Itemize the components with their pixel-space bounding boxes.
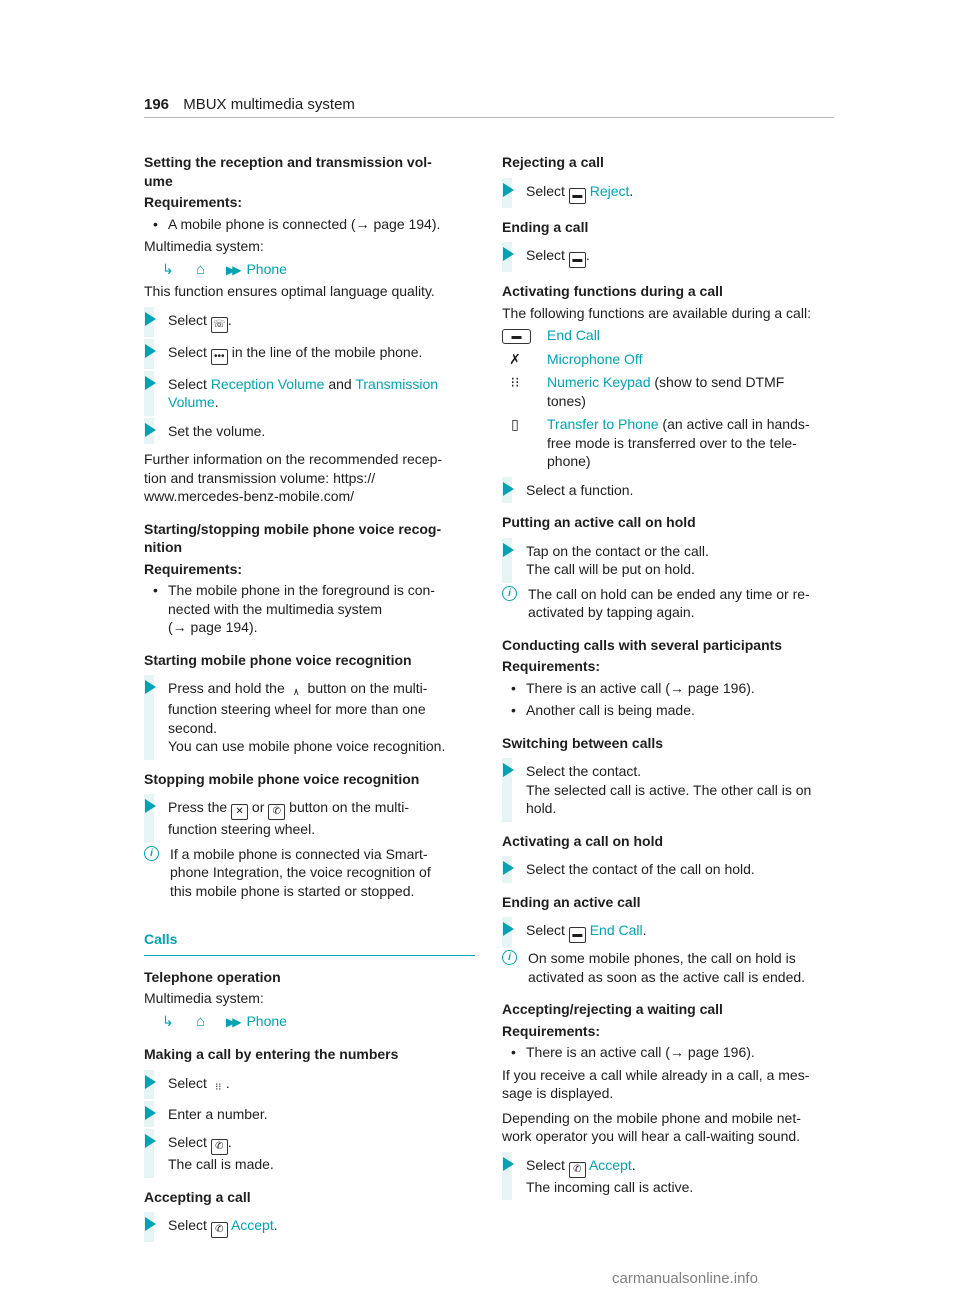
step-text: Press the — [168, 799, 228, 815]
step-text: . — [585, 247, 590, 263]
step-arrow-icon — [145, 1106, 156, 1120]
function-note: (show to send DTMF tones) — [547, 374, 785, 409]
menu-path-item[interactable]: Phone — [246, 1012, 287, 1029]
header-divider — [144, 117, 834, 118]
requirements-label: Requirements: — [144, 194, 243, 210]
step-result: The selected call is active. The other call is on hold. — [526, 781, 812, 816]
step-text: Select the contact of the call on hold. — [526, 861, 755, 877]
double-chevron-icon: ▶▶ — [226, 1014, 239, 1029]
end-call-function[interactable]: End Call — [547, 327, 600, 343]
function-item — [502, 350, 833, 369]
section-title: Accepting/rejecting a waiting call — [502, 1001, 723, 1017]
instruction-step — [144, 343, 475, 365]
system-label: Multimedia system: — [144, 990, 264, 1006]
header — [144, 96, 834, 115]
function-note: (an active call in hands- free mode is transferred over to the tele- phone) — [547, 416, 810, 469]
home-icon: ⌂ — [196, 1012, 206, 1030]
step-text: . — [227, 311, 232, 328]
info-note — [144, 845, 475, 901]
step-text: . — [629, 182, 634, 199]
instruction-step — [502, 1156, 833, 1197]
path-arrow-icon: ↳ — [162, 260, 174, 277]
requirements-label: Requirements: — [502, 1022, 601, 1039]
step-text: Set the volume. — [168, 422, 266, 439]
right-column — [502, 153, 833, 1202]
step-text: . — [225, 1074, 230, 1091]
step-arrow-icon — [145, 312, 156, 326]
header-title: MBUX multimedia system — [183, 96, 355, 113]
step-arrow-icon — [145, 1075, 156, 1089]
instruction-step — [144, 1074, 475, 1095]
info-text: If a mobile phone is connected via Smart- phone Integration, the voice recognition of this mobile phone is started or stopped. — [170, 845, 431, 899]
mute-icon: ✕ — [231, 804, 248, 820]
function-item — [502, 415, 833, 471]
step-text: Select — [526, 247, 565, 263]
info-text: The call on hold can be ended any time or re- activated by tapping again. — [528, 585, 810, 620]
phone-settings-icon[interactable]: ☏ — [211, 317, 228, 333]
step-text: Select — [168, 1134, 207, 1150]
numeric-keypad-function[interactable]: Numeric Keypad — [547, 374, 651, 390]
info-icon: i — [502, 950, 517, 965]
instruction-step — [502, 860, 833, 879]
step-arrow-icon — [503, 543, 514, 557]
section-title: Rejecting a call — [502, 154, 604, 170]
page-number: 196 — [144, 96, 170, 113]
transfer-icon: ▯ — [511, 416, 519, 432]
requirements-label: Requirements: — [502, 658, 601, 674]
step-text: Select — [168, 375, 207, 392]
instruction-step — [502, 182, 833, 204]
instruction-step — [502, 921, 833, 943]
step-text: button on the multi- function steering wheel. — [168, 799, 410, 837]
instruction-step — [144, 311, 475, 333]
system-label: Multimedia system: — [144, 238, 264, 254]
paragraph: If you receive a call while already in a call, a mes- sage is displayed. — [502, 1066, 810, 1101]
menu-path — [144, 260, 475, 280]
requirement-item: • There is an active call (→ page 196). — [502, 1043, 833, 1062]
step-arrow-icon — [503, 922, 514, 936]
transmission-volume-link[interactable]: Transmission Volume — [168, 375, 439, 410]
instruction-step — [144, 422, 475, 441]
left-column — [144, 153, 475, 1244]
info-icon: i — [502, 586, 517, 601]
section-title: Starting mobile phone voice recognition — [144, 651, 412, 668]
more-icon[interactable]: ••• — [211, 349, 228, 365]
step-arrow-icon — [145, 1134, 156, 1148]
step-arrow-icon — [145, 376, 156, 390]
instruction-step — [502, 762, 833, 818]
section-title: Ending an active call — [502, 893, 641, 910]
step-arrow-icon — [503, 482, 514, 496]
instruction-step — [144, 375, 475, 412]
step-arrow-icon — [503, 183, 514, 197]
section-title: Telephone operation — [144, 968, 281, 985]
function-item — [502, 373, 833, 410]
end-call-icon[interactable]: ▬ — [569, 188, 586, 204]
requirements-label: Requirements: — [144, 560, 243, 577]
menu-path — [144, 1012, 475, 1032]
instruction-step — [144, 798, 475, 839]
section-title: Ending a call — [502, 218, 589, 235]
info-note — [502, 949, 833, 986]
handset-icon[interactable]: ✆ — [569, 1162, 586, 1178]
paragraph: This function ensures optimal language quality. — [144, 283, 435, 299]
instruction-step — [144, 1133, 475, 1174]
section-title: Putting an active call on hold — [502, 514, 696, 530]
section-title: Conducting calls with several participants — [502, 636, 783, 653]
step-text: Select — [168, 1074, 207, 1091]
requirement-item: • Another call is being made. — [502, 701, 833, 720]
end-call-icon[interactable]: ▬ — [569, 927, 586, 943]
step-text: Select the contact. — [526, 763, 642, 779]
section-title: Setting the reception and transmission vol- ume — [144, 154, 432, 189]
step-arrow-icon — [145, 799, 156, 813]
step-arrow-icon — [503, 247, 514, 261]
step-text: Select — [526, 182, 565, 199]
requirement-item: • The mobile phone in the foreground is con- nected with the multimedia system (→ page 194). — [144, 581, 475, 637]
home-icon: ⌂ — [196, 260, 206, 278]
section-title: Activating functions during a call — [502, 283, 723, 299]
instruction-step — [144, 679, 475, 756]
step-text: . — [631, 1156, 636, 1173]
step-text: button on the multi- function steering wheel for more than one second. — [168, 680, 428, 736]
voice-button-icon: ۸ — [293, 687, 299, 698]
section-title: Accepting a call — [144, 1188, 251, 1205]
paragraph: Further information on the recommended recep- tion and transmission volume: https:// www.mercedes-benz-mobile.com/ — [144, 451, 443, 504]
section-title: Making a call by entering the numbers — [144, 1046, 399, 1062]
info-text: On some mobile phones, the call on hold is activated as soon as the active call is ended. — [528, 950, 806, 985]
step-arrow-icon — [145, 423, 156, 437]
step-text: Press and hold the — [168, 680, 285, 696]
function-item — [502, 326, 833, 345]
step-text: . — [227, 1134, 232, 1150]
info-icon: i — [144, 846, 159, 861]
reception-volume-link[interactable]: Reception Volume — [210, 375, 325, 392]
step-text: Select — [526, 922, 565, 938]
step-arrow-icon — [503, 763, 514, 777]
step-text: Enter a number. — [168, 1105, 268, 1122]
paragraph: Depending on the mobile phone and mobile net- work operator you will hear a call-waiting sound. — [502, 1109, 801, 1144]
step-text: Select a function. — [526, 481, 634, 498]
step-text: . — [642, 922, 647, 938]
end-call-icon[interactable]: ▬ — [569, 252, 586, 268]
section-divider — [144, 955, 475, 956]
section-title: Starting/stopping mobile phone voice recog- nition — [144, 520, 442, 555]
step-arrow-icon — [503, 1157, 514, 1171]
step-result: You can use mobile phone voice recognition. — [168, 738, 446, 754]
step-arrow-icon — [145, 344, 156, 358]
step-text: . — [273, 1217, 278, 1233]
watermark: carmanualsonline.info — [612, 1270, 758, 1287]
instruction-step — [502, 542, 833, 579]
step-arrow-icon — [145, 1217, 156, 1231]
step-result: The call will be put on hold. — [526, 561, 695, 577]
step-arrow-icon — [503, 861, 514, 875]
calls-section-title: Calls — [144, 931, 178, 947]
reject-link[interactable]: Reject — [589, 182, 630, 199]
step-text: or — [251, 799, 265, 815]
step-text: . — [214, 394, 219, 410]
step-text: Tap on the contact or the call. — [526, 542, 709, 559]
hang-up-icon: ✆ — [268, 804, 285, 820]
microphone-off-icon: ✗ — [509, 350, 521, 367]
keypad-icon[interactable]: ⁝⁝ — [215, 1081, 222, 1093]
section-title: Stopping mobile phone voice recognition — [144, 770, 420, 787]
step-text: Select — [168, 343, 207, 360]
step-text: and — [328, 375, 352, 392]
accept-link[interactable]: Accept — [588, 1156, 632, 1173]
instruction-step — [502, 481, 833, 500]
step-text: Select — [168, 1217, 207, 1233]
step-arrow-icon — [145, 680, 156, 694]
step-result: The call is made. — [168, 1156, 274, 1172]
path-arrow-icon: ↳ — [162, 1012, 174, 1029]
microphone-off-function[interactable]: Microphone Off — [547, 350, 643, 367]
info-note — [502, 585, 833, 622]
step-text: in the line of the mobile phone. — [231, 343, 423, 360]
transfer-to-phone-function[interactable]: Transfer to Phone — [547, 416, 659, 432]
instruction-step — [144, 1216, 475, 1238]
requirement-item: • A mobile phone is connected (→ page 194). — [144, 215, 475, 234]
requirement-item: • There is an active call (→ page 196). — [502, 679, 833, 698]
double-chevron-icon: ▶▶ — [226, 262, 239, 277]
instruction-step — [144, 1105, 475, 1124]
end-call-link[interactable]: End Call — [589, 922, 643, 938]
handset-icon[interactable]: ✆ — [211, 1222, 228, 1238]
step-result: The incoming call is active. — [526, 1178, 694, 1195]
menu-path-item[interactable]: Phone — [246, 260, 287, 277]
accept-link[interactable]: Accept — [230, 1217, 274, 1233]
step-text: Select — [168, 311, 207, 328]
keypad-icon: ⁝⁝ — [510, 374, 520, 390]
section-title: Activating a call on hold — [502, 832, 664, 849]
paragraph: The following functions are available during a call: — [502, 304, 811, 321]
instruction-step — [502, 246, 833, 268]
step-text: Select — [526, 1156, 565, 1173]
end-call-icon: ▬ — [502, 329, 531, 344]
section-title: Switching between calls — [502, 734, 664, 751]
handset-icon[interactable]: ✆ — [211, 1139, 228, 1155]
